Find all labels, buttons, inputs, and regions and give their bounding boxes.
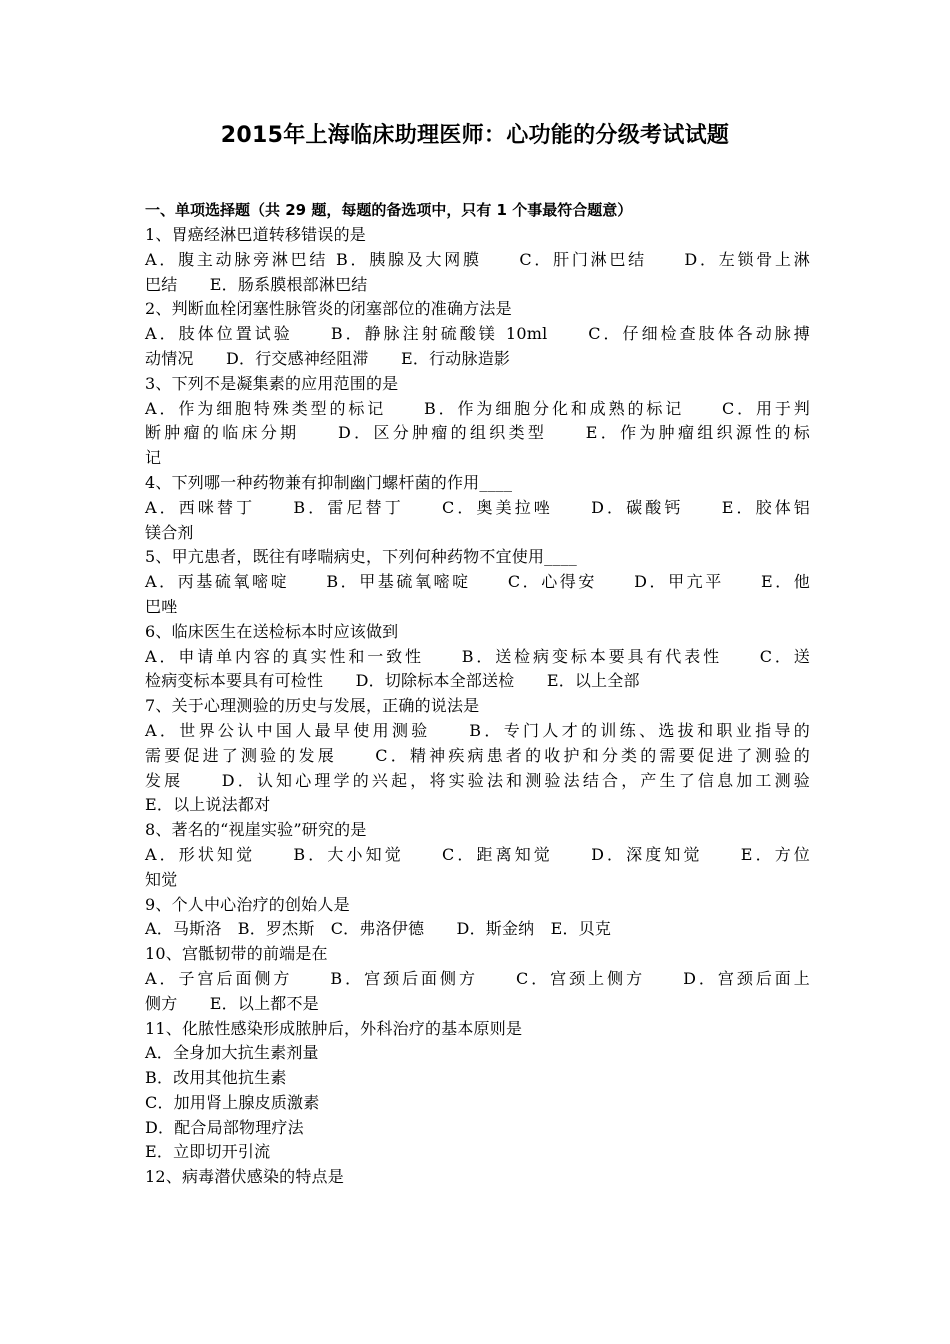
question-lines (145, 223, 810, 1190)
text-line: 6、临床医生在送检标本时应该做到 (145, 621, 399, 641)
document-body (145, 198, 810, 1190)
text-line: 侧方 E．以上都不是 (145, 993, 319, 1013)
text-line: 2、判断血栓闭塞性脉管炎的闭塞部位的准确方法是 (145, 299, 512, 319)
text-line: 3、下列不是凝集素的应用范围的是 (145, 373, 399, 393)
text-line: A．世界公认中国人最早使用测验 B．专门人才的训练、选拔和职业指导的 (145, 720, 810, 740)
text-line: C．加用肾上腺皮质激素 (145, 1092, 320, 1112)
text-line: 记 (145, 448, 162, 468)
text-line: E．立即切开引流 (145, 1142, 271, 1162)
text-line: 巴结 E．肠系膜根部淋巴结 (145, 274, 368, 294)
text-line: 需要促进了测验的发展 C．精神疾病患者的收护和分类的需要促进了测验的 (145, 745, 810, 765)
text-line: A．全身加大抗生素剂量 (145, 1043, 319, 1063)
text-line: 发展 D．认知心理学的兴起，将实验法和测验法结合，产生了信息加工测验 (145, 770, 810, 790)
text-line: 断肿瘤的临床分期 D．区分肿瘤的组织类型 E．作为肿瘤组织源性的标 (145, 423, 810, 443)
text-line: A．腹主动脉旁淋巴结 B．胰腺及大网膜 C．肝门淋巴结 D．左锁骨上淋 (145, 249, 810, 269)
text-line: B．改用其他抗生素 (145, 1068, 287, 1088)
text-line: 1、胃癌经淋巴道转移错误的是 (145, 225, 366, 244)
text-line: 12、病毒潜伏感染的特点是 (145, 1167, 344, 1187)
text-line: A．西咪替丁 B．雷尼替丁 C．奥美拉唑 D．碳酸钙 E．胶体铝 (145, 497, 810, 517)
text-line: 5、甲亢患者，既往有哮喘病史，下列何种药物不宜使用____ (145, 547, 577, 567)
text-line: 7、关于心理测验的历史与发展，正确的说法是 (145, 696, 480, 716)
text-line: 8、著名的“视崖实验”研究的是 (145, 820, 367, 840)
document-title: 2015年上海临床助理医师：心功能的分级考试试题 (220, 123, 730, 148)
text-line: E．以上说法都对 (145, 795, 271, 815)
section-heading: 一、单项选择题（共 29 题，每题的备选项中，只有 1 个事最符合题意） (145, 201, 633, 219)
text-line: 11、化脓性感染形成脓肿后，外科治疗的基本原则是 (145, 1018, 523, 1038)
text-line: 9、个人中心治疗的创始人是 (145, 894, 350, 914)
text-line: A．子宫后面侧方 B．宫颈后面侧方 C．宫颈上侧方 D．宫颈后面上 (145, 968, 810, 988)
text-line: A．马斯洛 B．罗杰斯 C．弗洛伊德 D．斯金纳 E．贝克 (145, 919, 612, 939)
text-line: 动情况 D．行交感神经阻滞 E．行动脉造影 (145, 348, 511, 368)
text-line: A．丙基硫氧嘧啶 B．甲基硫氧嘧啶 C．心得安 D．甲亢平 E．他 (145, 572, 810, 592)
text-line: A．作为细胞特殊类型的标记 B．作为细胞分化和成熟的标记 C．用于判 (145, 398, 810, 418)
text-line: 知觉 (145, 869, 178, 889)
text-line: 检病变标本要具有可检性 D．切除标本全部送检 E．以上全部 (145, 671, 640, 691)
text-line: D．配合局部物理疗法 (145, 1117, 304, 1137)
text-line: A．形状知觉 B．大小知觉 C．距离知觉 D．深度知觉 E．方位 (145, 844, 810, 864)
text-line: 巴唑 (145, 596, 178, 616)
text-line: A．申请单内容的真实性和一致性 B．送检病变标本要具有代表性 C．送 (145, 646, 810, 666)
text-line: A．肢体位置试验 B．静脉注射硫酸镁 10ml C．仔细检查肢体各动脉搏 (145, 324, 810, 344)
text-line: 10、宫骶韧带的前端是在 (145, 944, 328, 964)
text-line: 4、下列哪一种药物兼有抑制幽门螺杆菌的作用____ (145, 472, 513, 492)
text-line: 镁合剂 (145, 522, 194, 542)
